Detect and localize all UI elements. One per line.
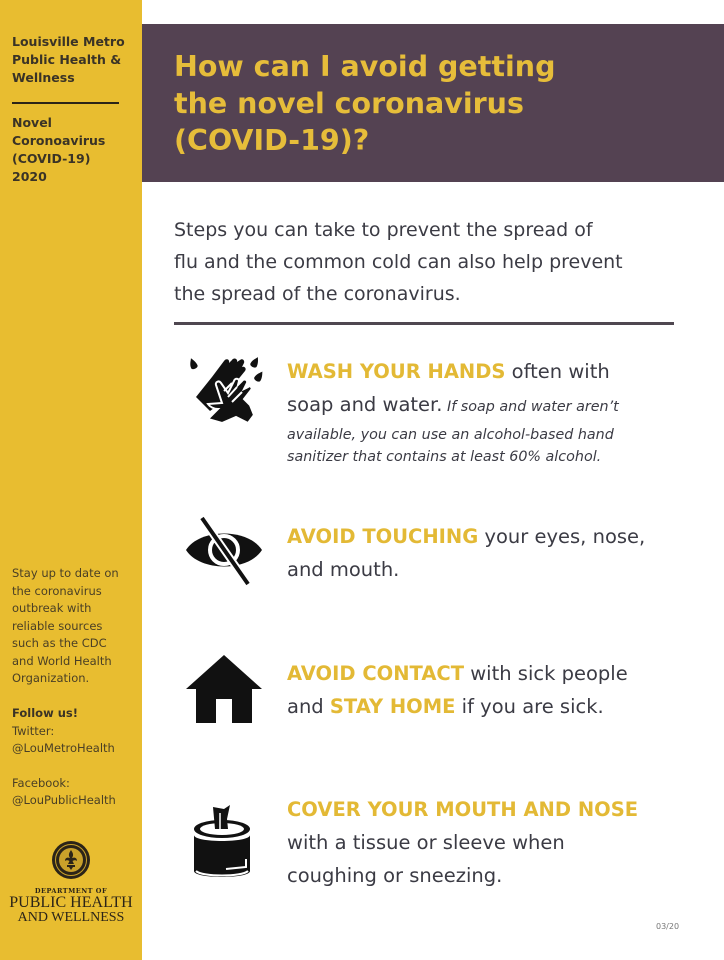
title-line: How can I avoid getting bbox=[174, 50, 556, 83]
washing-hands-icon bbox=[182, 347, 266, 431]
sidebar bbox=[0, 0, 142, 960]
section-divider bbox=[174, 322, 674, 325]
org-line: Louisville Metro bbox=[12, 34, 125, 49]
tip-body: with a tissue or sleeve when bbox=[287, 831, 565, 854]
info-line: Stay up to date on bbox=[12, 566, 119, 580]
tip-note-line: sanitizer that contains at least 60% alcohol. bbox=[287, 449, 602, 465]
intro-line: Steps you can take to prevent the spread of bbox=[174, 219, 593, 241]
dept-small-text: DEPARTMENT OF bbox=[34, 887, 108, 895]
tip-highlight: AVOID TOUCHING bbox=[287, 525, 479, 548]
info-line: such as the CDC bbox=[12, 636, 107, 650]
twitter-handle: @LouMetroHealth bbox=[12, 741, 115, 755]
facebook-handle: @LouPublicHealth bbox=[12, 793, 116, 807]
louisville-seal-icon bbox=[51, 840, 91, 880]
department-logo bbox=[0, 840, 142, 925]
tip-body: often with bbox=[505, 360, 610, 383]
subtitle-line: (COVID-19) bbox=[12, 151, 91, 166]
social-follow bbox=[12, 705, 140, 810]
tip-body: if you are sick. bbox=[455, 695, 604, 718]
tip-body: with sick people bbox=[464, 662, 628, 685]
subtitle-line: 2020 bbox=[12, 169, 47, 184]
tip-body: and bbox=[287, 695, 330, 718]
tip-body: soap and water. bbox=[287, 393, 443, 416]
intro-line: the spread of the coronavirus. bbox=[174, 283, 461, 305]
tip-note-line: available, you can use an alcohol-based hand bbox=[287, 427, 614, 443]
twitter-label: Twitter: bbox=[12, 723, 55, 738]
info-line: reliable sources bbox=[12, 618, 103, 633]
subtitle-line: Coronoavirus bbox=[12, 133, 106, 148]
title-banner bbox=[142, 24, 724, 182]
intro-paragraph bbox=[174, 214, 694, 310]
info-line: Organization. bbox=[12, 671, 90, 685]
facebook-label: Facebook: bbox=[12, 775, 70, 790]
org-line: Wellness bbox=[12, 70, 75, 85]
page-code: 03/20 bbox=[656, 922, 680, 931]
stay-updated-note bbox=[12, 565, 137, 688]
intro-line: flu and the common cold can also help prevent bbox=[174, 251, 623, 273]
tip-body: your eyes, nose, bbox=[478, 525, 646, 548]
tissue-box-icon bbox=[182, 799, 266, 883]
info-line: the coronavirus bbox=[12, 583, 102, 598]
document-subtitle bbox=[12, 114, 137, 186]
info-line: outbreak with bbox=[12, 601, 92, 615]
tip-highlight: STAY HOME bbox=[329, 695, 456, 718]
tip-body: and mouth. bbox=[287, 558, 400, 581]
dept-line1: PUBLIC HEALTH bbox=[9, 894, 133, 911]
eye-crossed-icon bbox=[182, 508, 266, 592]
tip-highlight: AVOID CONTACT bbox=[287, 662, 465, 685]
tip-text bbox=[287, 355, 707, 468]
org-line: Public Health & bbox=[12, 52, 122, 67]
title-line: (COVID-19)? bbox=[174, 124, 370, 157]
sidebar-divider bbox=[12, 102, 119, 104]
organization-name bbox=[12, 33, 137, 87]
info-line: and World Health bbox=[12, 653, 112, 668]
tip-text bbox=[287, 520, 707, 586]
subtitle-line: Novel bbox=[12, 115, 52, 130]
tip-highlight: WASH YOUR HANDS bbox=[287, 360, 506, 383]
follow-label: Follow us! bbox=[12, 706, 78, 720]
tip-note: If soap and water aren’t bbox=[442, 399, 619, 415]
house-icon bbox=[182, 647, 266, 731]
dept-line2: AND WELLNESS bbox=[17, 910, 125, 925]
tip-text bbox=[287, 793, 707, 892]
tip-highlight: COVER YOUR MOUTH AND NOSE bbox=[287, 798, 639, 821]
page-title bbox=[174, 48, 555, 159]
tip-text bbox=[287, 657, 707, 723]
title-line: the novel coronavirus bbox=[174, 87, 524, 120]
tip-body: coughing or sneezing. bbox=[287, 864, 503, 887]
